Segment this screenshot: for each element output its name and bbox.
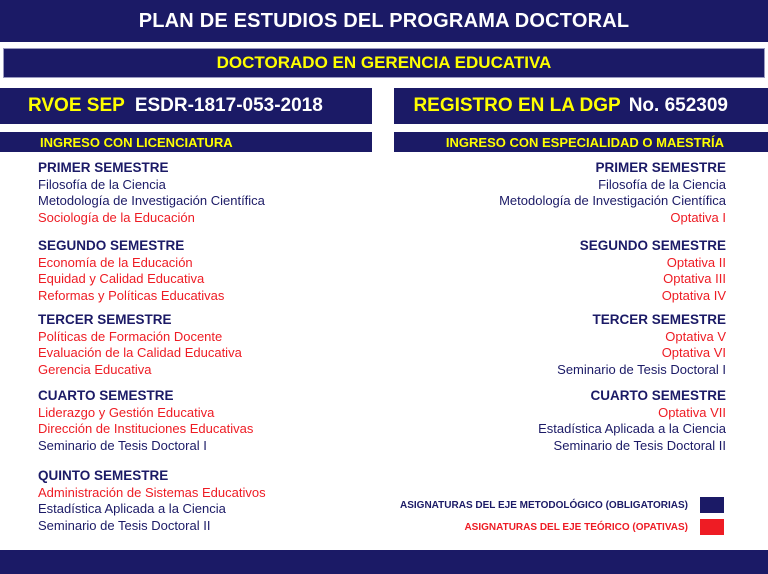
- left-heading: INGRESO CON LICENCIATURA: [0, 132, 372, 152]
- right-heading: INGRESO CON ESPECIALIDAD O MAESTRÍA: [394, 132, 768, 152]
- course-item: Metodología de Investigación Científica: [38, 193, 265, 208]
- footer-bar: [0, 550, 768, 574]
- course-item: Estadística Aplicada a la Ciencia: [538, 421, 726, 436]
- course-item: Gerencia Educativa: [38, 361, 152, 377]
- semester-title: PRIMER SEMESTRE: [38, 160, 169, 175]
- course-item: Metodología de Investigación Científica: [499, 193, 726, 208]
- course-item: Dirección de Instituciones Educativas: [38, 421, 254, 436]
- course-item: Optativa VI: [661, 345, 726, 360]
- page-title: PLAN DE ESTUDIOS DEL PROGRAMA DOCTORAL: [0, 0, 768, 42]
- course-item: Reformas y Políticas Educativas: [38, 287, 225, 303]
- course-item: Optativa II: [666, 254, 726, 270]
- dgp-banner: [394, 88, 768, 124]
- program-title: DOCTORADO EN GERENCIA EDUCATIVA: [3, 48, 765, 78]
- semester-title: TERCER SEMESTRE: [592, 312, 726, 327]
- course-item: Evaluación de la Calidad Educativa: [38, 345, 242, 360]
- legend-teorico-label: ASIGNATURAS DEL EJE TEÓRICO (OPATIVAS): [464, 521, 688, 533]
- semester-title: CUARTO SEMESTRE: [590, 388, 726, 403]
- semester-block: [38, 468, 368, 534]
- legend-metodologico-label: ASIGNATURAS DEL EJE METODOLÓGICO (OBLIGATORIAS): [400, 499, 688, 511]
- course-item: Optativa V: [665, 328, 726, 344]
- course-item: Administración de Sistemas Educativos: [38, 484, 266, 500]
- semester-block: [386, 312, 726, 378]
- course-item: Optativa VII: [658, 404, 726, 420]
- dgp-label: REGISTRO EN LA DGP: [413, 95, 621, 116]
- rvoe-label: RVOE SEP: [28, 95, 125, 116]
- semester-block: [386, 160, 726, 226]
- semester-title: CUARTO SEMESTRE: [38, 388, 174, 403]
- course-item: Equidad y Calidad Educativa: [38, 271, 205, 286]
- legend-metodologico: [400, 497, 724, 513]
- course-item: Optativa III: [663, 271, 726, 286]
- legend-teorico-swatch: [700, 519, 724, 535]
- course-item: Optativa I: [670, 209, 726, 225]
- dgp-value: No. 652309: [628, 95, 728, 116]
- semester-block: [38, 312, 368, 378]
- semester-block: [38, 388, 368, 454]
- course-item: Seminario de Tesis Doctoral II: [38, 517, 211, 533]
- course-item: Estadística Aplicada a la Ciencia: [38, 501, 226, 516]
- rvoe-banner: [0, 88, 372, 124]
- rvoe-value: ESDR-1817-053-2018: [134, 95, 323, 116]
- course-item: Economía de la Educación: [38, 254, 193, 270]
- semester-block: [386, 238, 726, 304]
- course-item: Políticas de Formación Docente: [38, 328, 223, 344]
- semester-title: PRIMER SEMESTRE: [595, 160, 726, 175]
- semester-block: [38, 160, 368, 226]
- course-item: Seminario de Tesis Doctoral I: [38, 437, 207, 453]
- semester-block: [386, 388, 726, 454]
- legend-metodologico-swatch: [700, 497, 724, 513]
- course-item: Optativa IV: [661, 287, 726, 303]
- course-item: Filosofía de la Ciencia: [38, 176, 166, 192]
- course-item: Filosofía de la Ciencia: [598, 176, 726, 192]
- semester-title: SEGUNDO SEMESTRE: [38, 238, 185, 253]
- course-item: Sociología de la Educación: [38, 209, 195, 225]
- course-item: Seminario de Tesis Doctoral I: [557, 361, 726, 377]
- semester-title: QUINTO SEMESTRE: [38, 468, 169, 483]
- course-item: Seminario de Tesis Doctoral II: [553, 437, 726, 453]
- course-item: Liderazgo y Gestión Educativa: [38, 404, 215, 420]
- semester-block: [38, 238, 368, 304]
- legend-teorico: [464, 519, 724, 535]
- semester-title: TERCER SEMESTRE: [38, 312, 172, 327]
- semester-title: SEGUNDO SEMESTRE: [579, 238, 726, 253]
